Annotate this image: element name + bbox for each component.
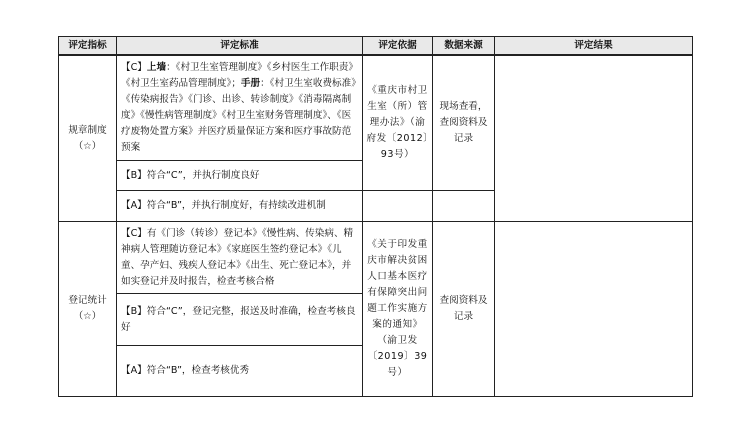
indicator-cell — [59, 222, 117, 397]
basis-cell: 《关于印发重庆市解决贫困人口基本医疗有保障突出问题工作实施方案的通知》（渝卫发〔2019〕39号） — [363, 222, 433, 397]
table-row — [59, 222, 693, 294]
standard-c-bold-manual: 手册 — [240, 78, 261, 89]
standard-a-cell: 【A】符合“B”，并执行制度好，有持续改进机制 — [117, 191, 363, 222]
standard-b-cell: 【B】符合“C”，登记完整，报送及时准确，检查考核良好 — [117, 294, 363, 346]
source-cell: 查阅资料及记录 — [433, 222, 495, 397]
standard-c-cell — [117, 55, 363, 161]
header-basis: 评定依据 — [363, 37, 433, 56]
source-cell: 现场查看，查阅资料及记录 — [433, 55, 495, 191]
standard-c-cell: 【C】有《门诊（转诊）登记本》《慢性病、传染病、精神病人管理随访登记本》《家庭医生签约登记本》《儿童、孕产妇、残疾人登记本》《出生、死亡登记本》，并如实登记并及时报告，检查考核合格 — [117, 222, 363, 294]
header-source: 数据来源 — [433, 37, 495, 56]
standard-c-bold-wall: 上墙 — [146, 62, 167, 73]
evaluation-table — [58, 36, 693, 397]
standard-c-prefix: 【C】 — [121, 62, 147, 73]
header-indicator: 评定指标 — [59, 37, 117, 56]
indicator-star: （☆） — [73, 140, 102, 152]
header-row — [59, 37, 693, 56]
indicator-cell — [59, 55, 117, 222]
basis-cell: 《重庆市村卫生室（所）管理办法》（渝府发〔2012〕93号） — [363, 55, 433, 191]
source-empty-cell — [433, 191, 495, 222]
result-cell — [495, 55, 693, 222]
standard-b-cell: 【B】符合“C”，并执行制度良好 — [117, 161, 363, 191]
indicator-label: 登记统计 — [68, 295, 107, 306]
header-standard: 评定标准 — [117, 37, 363, 56]
standard-c-text-2: ：《村卫生室收费标准》《传染病报告》《门诊、出诊、转诊制度》《消毒隔离制度》《慢性病管理制度》《村卫生室财务管理制度》、《医疗废物处置方案》并医疗质量保证方案和医疗事故防范预案 — [121, 78, 357, 153]
table-row — [59, 55, 693, 161]
standard-a-cell: 【A】符合“B”，检查考核优秀 — [117, 346, 363, 397]
indicator-star: （☆） — [73, 311, 102, 322]
header-result: 评定结果 — [495, 37, 693, 56]
basis-empty-cell — [363, 191, 433, 222]
result-cell — [495, 222, 693, 397]
standard-c-text-1: ：《村卫生室管理制度》《乡村医生工作职责》《村卫生室药品管理制度》； — [121, 62, 358, 89]
indicator-label: 规章制度 — [68, 124, 107, 136]
